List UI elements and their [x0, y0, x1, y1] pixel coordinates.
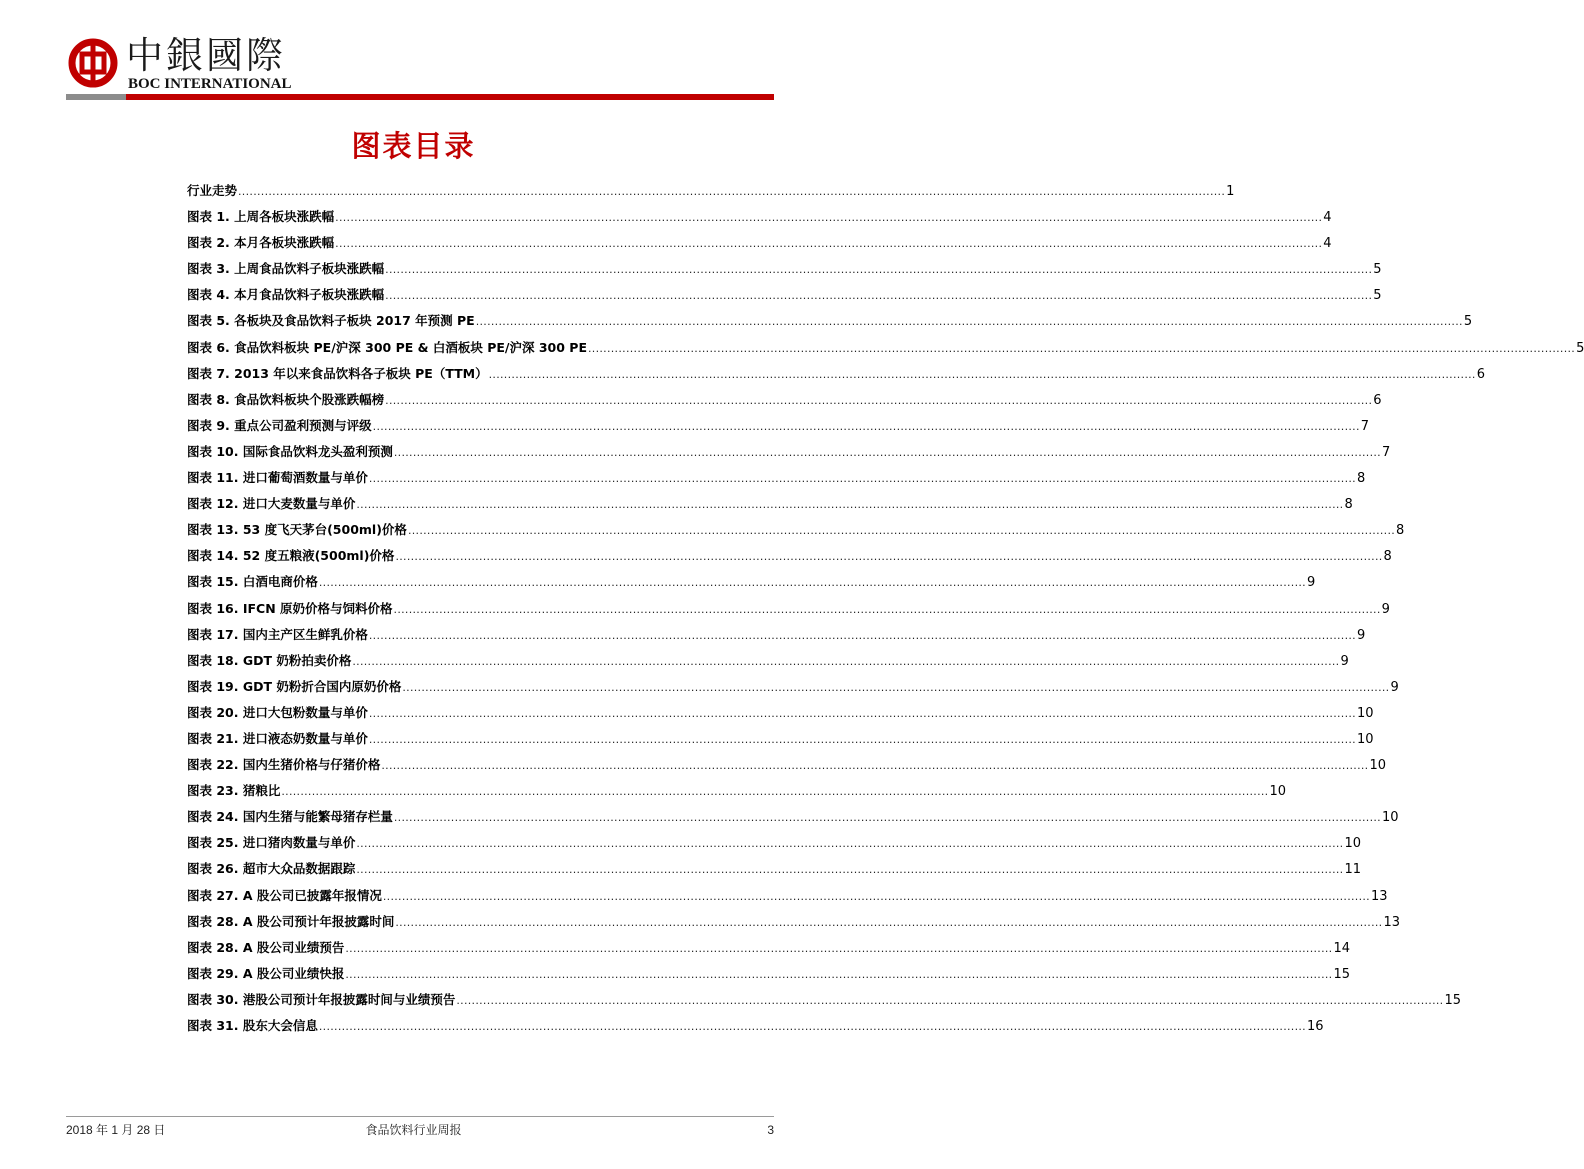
toc-entry[interactable]	[187, 517, 1405, 543]
toc-entry-label: 图表 11. 进口葡萄酒数量与单价	[187, 470, 368, 486]
toc-entry[interactable]	[187, 204, 1332, 230]
toc-entry-label: 图表 28. A 股公司预计年报披露时间	[187, 913, 395, 929]
toc-dot-leader: ....................................................................................................................................................................................................................................................................	[395, 550, 1383, 564]
toc-entry[interactable]	[187, 361, 1486, 387]
toc-dot-leader: ....................................................................................................................................................................................................................................................................	[356, 498, 1344, 512]
toc-entry-label: 图表 21. 进口液态奶数量与单价	[187, 730, 368, 746]
toc-entry-label: 图表 25. 进口猪肉数量与单价	[187, 835, 356, 851]
toc-dot-leader: ....................................................................................................................................................................................................................................................................	[393, 811, 1381, 825]
toc-entry[interactable]	[187, 439, 1391, 465]
toc-entry-page: 9	[1306, 575, 1316, 591]
toc-entry-page: 10	[1381, 810, 1399, 826]
toc-entry-page: 13	[1370, 888, 1388, 904]
toc-entry-page: 10	[1269, 784, 1287, 800]
toc-entry-label: 图表 30. 港股公司预计年报披露时间与业绩预告	[187, 991, 456, 1007]
toc-dot-leader: ....................................................................................................................................................................................................................................................................	[238, 185, 1226, 198]
toc-entry-label: 图表 23. 猪粮比	[187, 783, 281, 799]
header-rule-red	[126, 94, 774, 100]
footer-divider	[66, 1116, 774, 1117]
toc-entry[interactable]	[187, 387, 1382, 413]
toc-entry-page: 10	[1356, 731, 1374, 747]
toc-entry-label: 图表 1. 上周各板块涨跌幅	[187, 209, 335, 225]
toc-entry-label: 图表 27. A 股公司已披露年报情况	[187, 887, 382, 903]
toc-dot-leader: ....................................................................................................................................................................................................................................................................	[368, 732, 1356, 746]
toc-entry-label: 图表 9. 重点公司盈利预测与评级	[187, 417, 372, 433]
toc-entry-label: 图表 7. 2013 年以来食品饮料各子板块 PE（TTM）	[187, 365, 488, 381]
toc-entry-label: 图表 14. 52 度五粮液(500ml)价格	[187, 548, 395, 564]
toc-entry-page: 15	[1333, 966, 1351, 982]
toc-entry-page: 10	[1369, 758, 1387, 774]
toc-dot-leader: ....................................................................................................................................................................................................................................................................	[356, 863, 1344, 877]
toc-entry-page: 9	[1390, 679, 1399, 695]
toc-entry[interactable]	[187, 830, 1362, 856]
toc-dot-leader: ....................................................................................................................................................................................................................................................................	[345, 941, 1333, 955]
toc-dot-leader: ....................................................................................................................................................................................................................................................................	[372, 419, 1360, 433]
toc-entry-page: 8	[1356, 471, 1366, 487]
toc-dot-leader: ....................................................................................................................................................................................................................................................................	[345, 967, 1333, 981]
toc-entry[interactable]	[187, 282, 1382, 308]
toc-entry-label: 图表 8. 食品饮料板块个股涨跌幅榜	[187, 391, 385, 407]
toc-entry[interactable]	[187, 413, 1370, 439]
toc-entry-page: 9	[1356, 627, 1366, 643]
toc-entry-label: 图表 6. 食品饮料板块 PE/沪深 300 PE & 白酒板块 PE/沪深 300 PE	[187, 339, 587, 355]
logo-english-name: BOC INTERNATIONAL	[128, 76, 292, 92]
toc-entry-label: 图表 10. 国际食品饮料龙头盈利预测	[187, 443, 393, 459]
toc-entry-page: 7	[1381, 444, 1391, 460]
toc-dot-leader: ....................................................................................................................................................................................................................................................................	[385, 393, 1373, 407]
toc-dot-leader: ....................................................................................................................................................................................................................................................................	[368, 472, 1356, 486]
toc-entry-page: 15	[1444, 992, 1462, 1008]
toc-dot-leader: ....................................................................................................................................................................................................................................................................	[335, 211, 1323, 225]
toc-dot-leader: ....................................................................................................................................................................................................................................................................	[368, 706, 1356, 720]
toc-dot-leader: ....................................................................................................................................................................................................................................................................	[335, 237, 1323, 251]
toc-entry[interactable]	[187, 596, 1390, 622]
toc-entry[interactable]	[187, 726, 1374, 752]
toc-entry-page: 13	[1383, 914, 1401, 930]
toc-entry-page: 5	[1373, 288, 1382, 304]
toc-entry-label: 图表 22. 国内生猪价格与仔猪价格	[187, 757, 381, 773]
toc-entry[interactable]	[187, 778, 1287, 804]
toc-entry-label: 图表 26. 超市大众品数据跟踪	[187, 861, 356, 877]
toc-entry-page: 11	[1344, 862, 1362, 878]
toc-dot-leader: ....................................................................................................................................................................................................................................................................	[368, 628, 1356, 642]
toc-entry-page: 1	[1226, 184, 1235, 199]
toc-entry[interactable]	[187, 804, 1399, 830]
toc-entry[interactable]	[187, 491, 1353, 517]
toc-entry-page: 10	[1344, 836, 1362, 852]
toc-dot-leader: ....................................................................................................................................................................................................................................................................	[407, 524, 1396, 538]
toc-entry-label: 图表 20. 进口大包粉数量与单价	[187, 704, 368, 720]
toc-dot-leader: ....................................................................................................................................................................................................................................................................	[488, 367, 1476, 381]
toc-entry[interactable]	[187, 987, 1462, 1013]
toc-dot-leader: ....................................................................................................................................................................................................................................................................	[456, 993, 1444, 1007]
toc-entry[interactable]	[187, 752, 1387, 778]
toc-entry[interactable]	[187, 569, 1316, 595]
toc-dot-leader: ....................................................................................................................................................................................................................................................................	[318, 1020, 1306, 1033]
toc-entry[interactable]	[187, 883, 1388, 909]
toc-dot-leader: ....................................................................................................................................................................................................................................................................	[395, 915, 1383, 929]
toc-dot-leader: ....................................................................................................................................................................................................................................................................	[318, 576, 1306, 590]
toc-entry[interactable]	[187, 308, 1473, 334]
toc-entry[interactable]	[187, 335, 1584, 361]
header-rule-gray	[66, 94, 126, 100]
toc-entry-page: 14	[1333, 940, 1351, 956]
toc-entry-label: 图表 13. 53 度飞天茅台(500ml)价格	[187, 522, 407, 538]
toc-entry[interactable]	[187, 909, 1401, 935]
page-title: 图表目录	[351, 129, 476, 163]
toc-entry[interactable]	[187, 961, 1351, 987]
toc-dot-leader: ....................................................................................................................................................................................................................................................................	[402, 680, 1390, 694]
toc-entry-page: 4	[1323, 210, 1332, 226]
toc-entry[interactable]	[187, 178, 1235, 204]
toc-entry-label: 图表 16. IFCN 原奶价格与饲料价格	[187, 600, 393, 616]
toc-entry[interactable]	[187, 256, 1382, 282]
toc-entry[interactable]	[187, 648, 1349, 674]
toc-entry-page: 8	[1344, 497, 1353, 513]
toc-entry-label: 图表 5. 各板块及食品饮料子板块 2017 年预测 PE	[187, 313, 475, 329]
toc-entry-label: 图表 24. 国内生猪与能繁母猪存栏量	[187, 809, 393, 825]
toc-entry-page: 9	[1381, 601, 1390, 617]
toc-dot-leader: ....................................................................................................................................................................................................................................................................	[475, 315, 1463, 329]
toc-entry-label: 图表 15. 白酒电商价格	[187, 574, 318, 590]
toc-entry-page: 5	[1373, 262, 1382, 278]
toc-entry-page: 6	[1373, 392, 1382, 408]
toc-entry-label: 图表 31. 股东大会信息	[187, 1018, 318, 1033]
toc-entry[interactable]	[187, 230, 1332, 256]
toc-entry[interactable]	[187, 935, 1351, 961]
toc-dot-leader: ....................................................................................................................................................................................................................................................................	[385, 263, 1373, 277]
toc-entry-label: 图表 3. 上周食品饮料子板块涨跌幅	[187, 261, 385, 277]
toc-dot-leader: ....................................................................................................................................................................................................................................................................	[587, 341, 1576, 355]
toc-entry-label: 图表 28. A 股公司业绩预告	[187, 939, 345, 955]
toc-entry-page: 4	[1323, 236, 1332, 252]
toc-entry[interactable]	[187, 700, 1374, 726]
logo-chinese-name: 中銀國際	[126, 34, 286, 77]
boc-logo-icon	[68, 38, 118, 88]
toc-entry-page: 6	[1476, 366, 1486, 382]
toc-entry-label: 图表 2. 本月各板块涨跌幅	[187, 235, 335, 251]
footer-report-title: 食品饮料行业周报	[365, 1123, 462, 1137]
toc-dot-leader: ....................................................................................................................................................................................................................................................................	[393, 445, 1381, 459]
toc-entry-page: 5	[1576, 340, 1584, 356]
toc-entry-label: 图表 12. 进口大麦数量与单价	[187, 496, 356, 512]
toc-dot-leader: ....................................................................................................................................................................................................................................................................	[352, 654, 1340, 668]
toc-dot-leader: ....................................................................................................................................................................................................................................................................	[385, 289, 1373, 303]
toc-entry[interactable]	[187, 622, 1366, 648]
toc-entry-label: 图表 19. GDT 奶粉折合国内原奶价格	[187, 678, 402, 694]
toc-entry-label: 图表 17. 国内主产区生鲜乳价格	[187, 626, 368, 642]
toc-entry-page: 5	[1463, 314, 1473, 330]
table-of-figures	[187, 178, 1584, 1039]
footer-date: 2018 年 1 月 28 日	[66, 1123, 166, 1137]
toc-entry-page: 10	[1356, 705, 1374, 721]
toc-entry-page: 8	[1383, 549, 1392, 565]
toc-dot-leader: ....................................................................................................................................................................................................................................................................	[381, 759, 1369, 773]
toc-dot-leader: ....................................................................................................................................................................................................................................................................	[281, 785, 1269, 799]
toc-entry-label: 行业走势	[187, 183, 238, 198]
toc-dot-leader: ....................................................................................................................................................................................................................................................................	[382, 889, 1370, 903]
toc-dot-leader: ....................................................................................................................................................................................................................................................................	[393, 602, 1381, 616]
toc-entry[interactable]	[187, 543, 1392, 569]
toc-entry-label: 图表 4. 本月食品饮料子板块涨跌幅	[187, 287, 385, 303]
toc-entry[interactable]	[187, 674, 1399, 700]
footer-page-number: 3	[767, 1123, 774, 1137]
toc-entry-label: 图表 29. A 股公司业绩快报	[187, 965, 345, 981]
toc-entry-page: 9	[1340, 653, 1349, 669]
toc-entry[interactable]	[187, 1013, 1324, 1039]
toc-dot-leader: ....................................................................................................................................................................................................................................................................	[356, 837, 1344, 851]
toc-entry-label: 图表 18. GDT 奶粉拍卖价格	[187, 652, 352, 668]
toc-entry-page: 8	[1396, 523, 1405, 539]
toc-entry-page: 7	[1360, 418, 1370, 434]
toc-entry-page: 16	[1306, 1019, 1324, 1034]
toc-entry[interactable]	[187, 465, 1366, 491]
toc-entry[interactable]	[187, 856, 1362, 882]
